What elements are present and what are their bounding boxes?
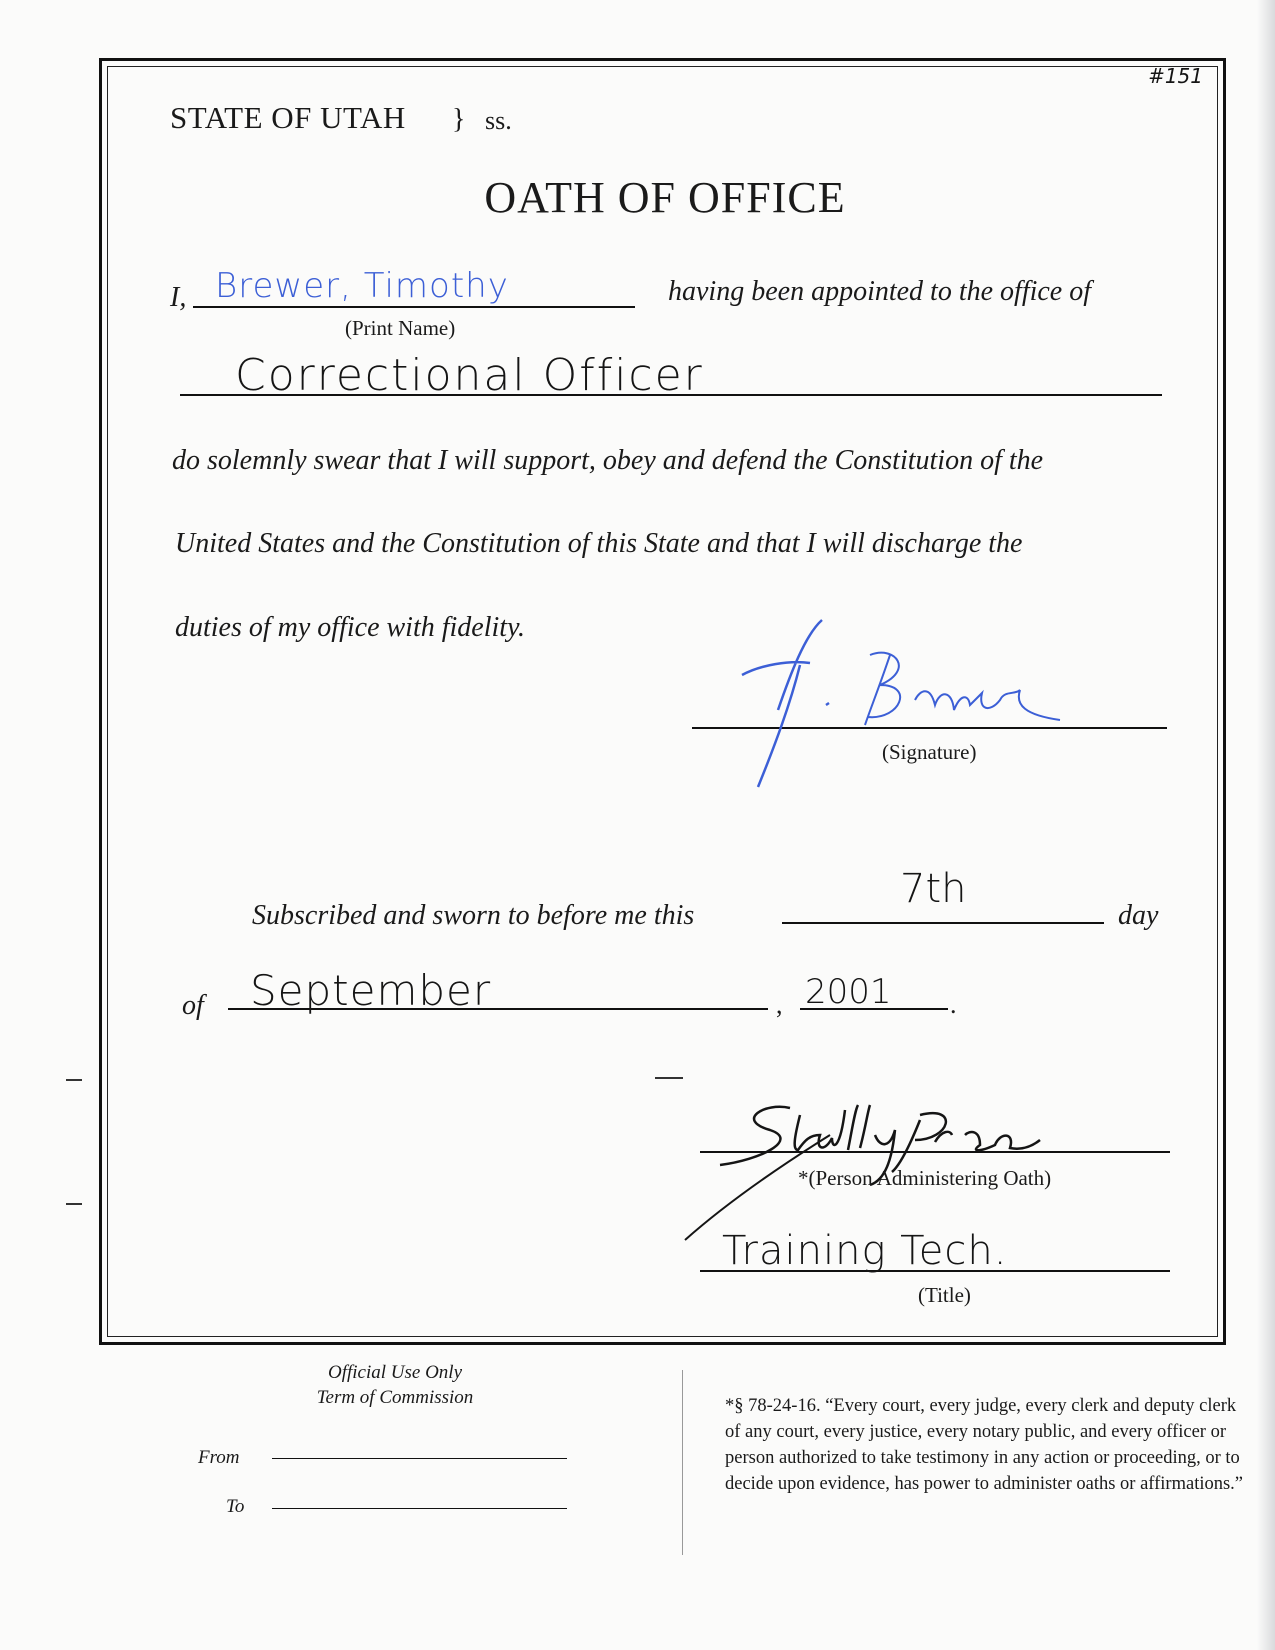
print-name-label: (Print Name) — [345, 316, 456, 340]
title-value: Training Tech. — [722, 1228, 1008, 1274]
oath-line-2: United States and the Constitution of this State and that I will discharge the — [175, 528, 1023, 559]
day-value: 7th — [900, 866, 967, 912]
scan-speck — [66, 1203, 82, 1205]
scan-speck — [66, 1079, 82, 1081]
scan-speck — [655, 1077, 683, 1079]
year-value: 2001 — [805, 972, 892, 1012]
appointed-text: having been appointed to the office of — [668, 276, 1092, 307]
administrator-signature-graphic — [680, 1090, 1080, 1240]
to-line — [272, 1508, 567, 1509]
from-label: From — [198, 1447, 240, 1468]
signature-label: (Signature) — [882, 740, 977, 764]
office-value: Correctional Officer — [235, 350, 704, 401]
month-value: September — [250, 966, 492, 1015]
oath-line-3: duties of my office with fidelity. — [175, 612, 525, 643]
official-use-heading: Official Use Only — [327, 1362, 463, 1383]
venue-ss: ss. — [485, 106, 512, 135]
state-heading: STATE OF UTAH — [170, 100, 406, 135]
day-label: day — [1118, 900, 1159, 931]
document-number-stamp: #151 — [1148, 64, 1203, 88]
document-title: OATH OF OFFICE — [484, 173, 846, 222]
of-label: of — [182, 990, 204, 1021]
administrator-label: *(Person Administering Oath) — [798, 1166, 1052, 1190]
print-name-value: Brewer, Timothy — [215, 266, 509, 306]
footer-divider — [682, 1370, 683, 1555]
statute-footnote: *§ 78-24-16. “Every court, every judge, every clerk and deputy clerk of any court, every justice, every notary public, and every officer or person authorized to take testimony in any action or proceeding, or to decide upon evidence, has power to administer oaths or affirmations.” — [725, 1396, 1244, 1494]
oath-line-1: do solemnly swear that I will support, obey and defend the Constitution of the — [172, 445, 1044, 476]
oath-prefix: I, — [170, 282, 187, 313]
year-period: . — [950, 990, 957, 1019]
day-line — [782, 922, 1104, 924]
title-label: (Title) — [918, 1283, 971, 1307]
sworn-text: Subscribed and sworn to before me this — [252, 900, 695, 931]
to-label: To — [226, 1496, 245, 1517]
month-comma: , — [776, 990, 783, 1019]
print-name-line — [193, 306, 635, 308]
venue-brace: } — [452, 104, 466, 135]
from-line — [272, 1458, 567, 1459]
page-edge-shadow — [1257, 0, 1275, 1650]
term-of-commission-heading: Term of Commission — [316, 1387, 474, 1408]
